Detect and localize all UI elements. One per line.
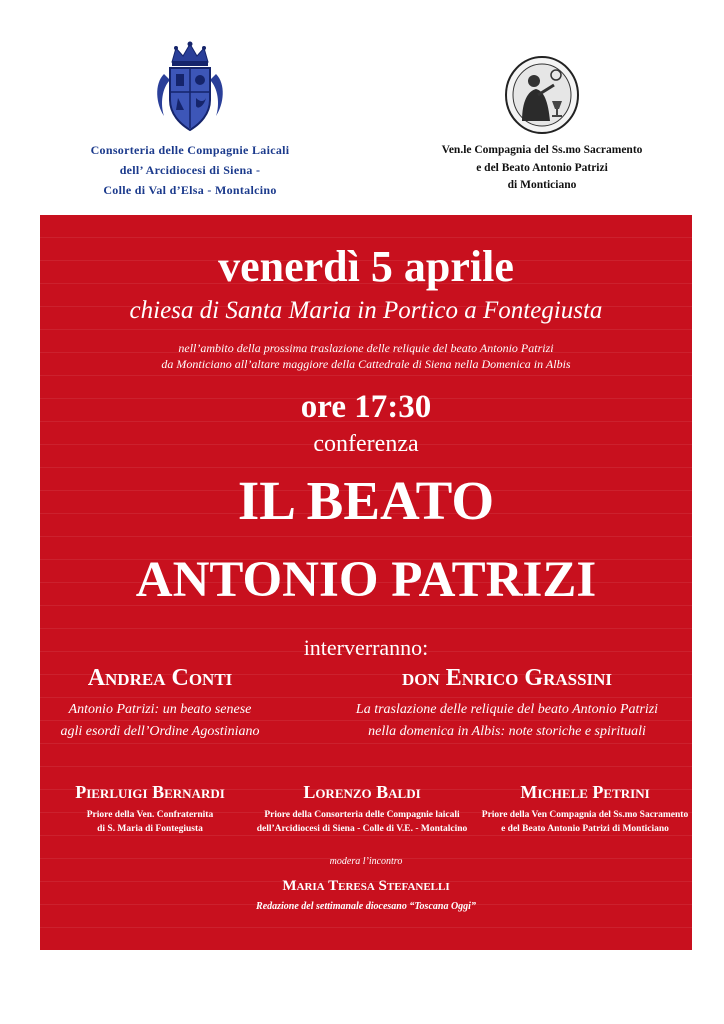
compagnia-line: Ven.le Compagnia del Ss.mo Sacramento: [441, 144, 643, 156]
coat-of-arms-logo: [150, 40, 230, 136]
event-title-line1: IL BEATO: [237, 470, 495, 531]
compagnia-line: di Monticiano: [507, 179, 577, 191]
guest-role-line: e del Beato Antonio Patrizi di Monticiano: [501, 824, 669, 834]
consorteria-name: [40, 140, 340, 200]
compagnia-seal-logo: [504, 55, 580, 135]
consorteria-line: dell’ Arcidiocesi di Siena -: [119, 163, 261, 177]
event-context-line: nell’ambito della prossima traslazione delle reliquie del beato Antonio Patrizi: [178, 341, 554, 355]
event-date: venerdì 5 aprile: [218, 242, 514, 291]
speaker-topic-line: nella domenica in Albis: note storiche e spirituali: [368, 724, 646, 739]
moderator-label: modera l’incontro: [329, 856, 403, 867]
speaker-name: Andrea Conti: [87, 665, 233, 691]
compagnia-block: [392, 55, 692, 195]
speakers-label: interverranno:: [303, 635, 429, 660]
compagnia-name: [392, 142, 692, 195]
guest-name: Pierluigi Bernardi: [75, 782, 225, 802]
guest-name: Michele Petrini: [520, 782, 650, 802]
speaker-topic: [322, 699, 692, 743]
event-context-line: da Monticiano all’altare maggiore della Cattedrale di Siena nella Domenica in Albis: [161, 357, 571, 371]
speaker-andrea-conti: [40, 663, 280, 743]
guest-lorenzo-baldi: [252, 780, 472, 836]
guest-role-line: Priore della Ven. Confraternita: [86, 810, 214, 820]
speaker-topic-line: La traslazione delle reliquie del beato Antonio Patrizi: [355, 702, 659, 717]
moderator-name: Maria Teresa Stefanelli: [282, 878, 450, 894]
guest-pierluigi-bernardi: [40, 780, 260, 836]
guest-role-line: dell’Arcidiocesi di Siena - Colle di V.E. - Montalcino: [256, 824, 468, 834]
guest-role-line: Priore della Ven Compagnia del Ss.mo Sacramento: [481, 810, 689, 820]
guest-role-line: di S. Maria di Fontegiusta: [97, 824, 203, 834]
consorteria-line: Colle di Val d’Elsa - Montalcino: [103, 183, 277, 197]
compagnia-line: e del Beato Antonio Patrizi: [476, 161, 608, 174]
speaker-name: don Enrico Grassini: [401, 665, 613, 691]
header: [0, 0, 724, 215]
event-venue: chiesa di Santa Maria in Portico a Fontegiusta: [129, 297, 603, 324]
event-panel: [40, 215, 692, 950]
guest-role: [478, 808, 692, 836]
guest-role: [252, 808, 472, 836]
consorteria-line: Consorteria delle Compagnie Laicali: [90, 143, 290, 157]
speaker-topic-line: agli esordi dell’Ordine Agostiniano: [60, 724, 260, 739]
event-context: [40, 340, 692, 372]
speaker-topic-line: Antonio Patrizi: un beato senese: [68, 702, 252, 717]
moderator-role: Redazione del settimanale diocesano “Toscana Oggi”: [256, 901, 476, 912]
event-title-line2: ANTONIO PATRIZI: [135, 552, 597, 608]
guest-name: Lorenzo Baldi: [303, 782, 421, 802]
guest-michele-petrini: [478, 780, 692, 836]
speaker-topic: [40, 699, 280, 743]
event-time: ore 17:30: [300, 389, 432, 425]
event-kind: conferenza: [313, 431, 419, 457]
guest-role-line: Priore della Consorteria delle Compagnie laicali: [264, 810, 460, 820]
speaker-enrico-grassini: [322, 663, 692, 743]
consorteria-block: [40, 40, 340, 200]
guest-role: [40, 808, 260, 836]
